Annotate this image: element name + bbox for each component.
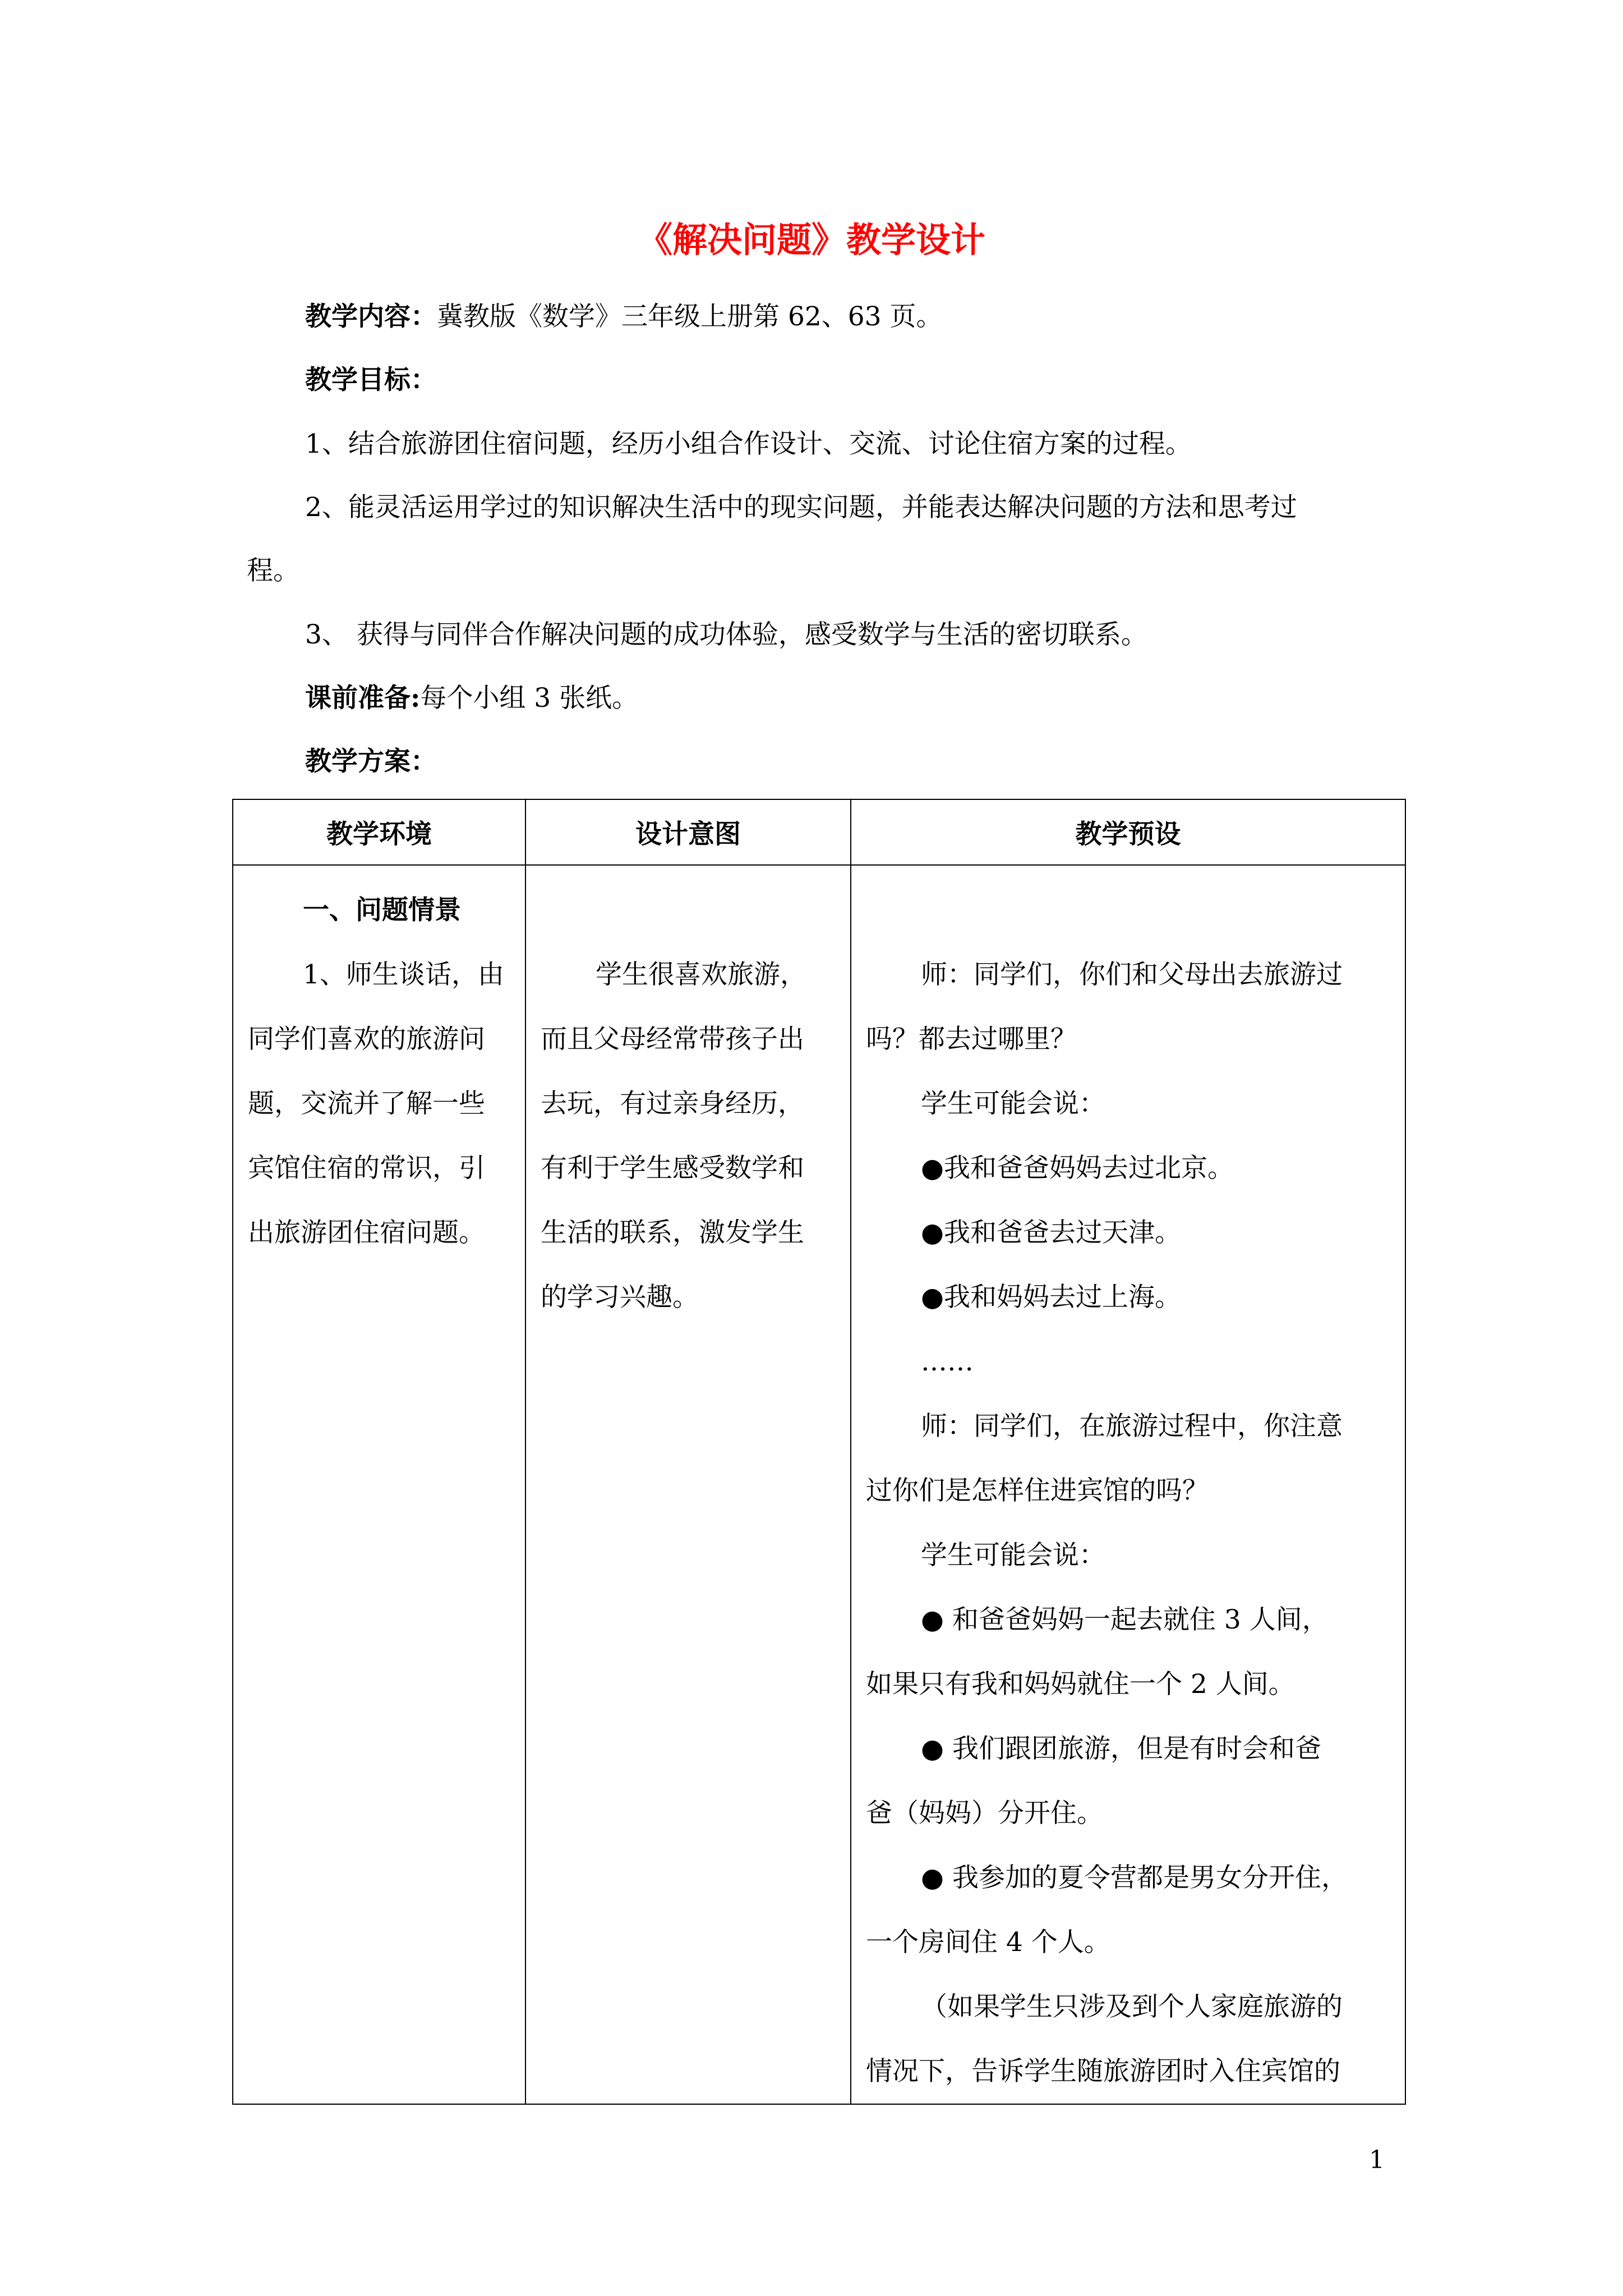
goal-item: 1、结合旅游团住宿问题，经历小组合作设计、交流、讨论住宿方案的过程。 [305,429,1192,459]
cell-line: 吗？都去过哪里？ [866,1024,1077,1055]
cell-line: 题，交流并了解一些 [248,1088,485,1119]
table-header-row [233,799,1405,865]
class-preparation-value: 每个小组 3 张纸。 [420,683,639,714]
cell-line: ●我和爸爸去过天津。 [921,1217,1182,1248]
cell-line: ● 我们跟团旅游，但是有时会和爸 [921,1733,1321,1764]
class-preparation-label: 课前准备: [305,683,421,714]
class-preparation [305,682,638,715]
header-teaching-presets: 教学预设 [851,799,1405,865]
cell-line: 师：同学们，在旅游过程中，你注意 [921,1411,1343,1442]
cell-line: 去玩，有过亲身经历， [541,1088,804,1119]
cell-line: 1、师生谈话，由 [303,959,504,990]
header-design-intent: 设计意图 [525,799,851,865]
page-number: 1 [1369,2146,1385,2174]
table-row [233,865,1405,2104]
cell-line: 情况下，告诉学生随旅游团时入住宾馆的 [866,2056,1340,2087]
teaching-content [305,300,943,334]
cell-line: （如果学生只涉及到个人家庭旅游的 [921,1991,1343,2022]
cell-line: 出旅游团住宿问题。 [248,1217,485,1248]
goal-item: 程。 [247,555,299,586]
teaching-content-value: 冀教版《数学》三年级上册第 62、63 页。 [437,301,943,332]
cell-line: 一个房间住 4 个人。 [866,1927,1110,1958]
design-intent-cell [525,865,851,2104]
cell-line: …… [921,1346,974,1377]
cell-line: 学生可能会说： [921,1088,1105,1119]
cell-line: 爸（妈妈）分开住。 [866,1798,1103,1829]
cell-line: ●我和妈妈去过上海。 [921,1282,1182,1313]
teaching-presets-cell [851,865,1405,2104]
teaching-plan-label: 教学方案： [305,746,437,777]
cell-spacer [541,878,836,942]
cell-line: 师：同学们，你们和父母出去旅游过 [921,959,1343,990]
cell-line: ● 我参加的夏令营都是男女分开住， [921,1862,1348,1893]
cell-line: 生活的联系，激发学生 [541,1217,804,1248]
cell-line: 有利于学生感受数学和 [541,1153,804,1184]
cell-line: 学生很喜欢旅游， [596,959,806,990]
cell-spacer [866,878,1390,942]
goal-item: 3、 获得与同伴合作解决问题的成功体验，感受数学与生活的密切联系。 [305,619,1147,650]
teaching-plan-table [232,799,1406,2105]
cell-line: 过你们是怎样住进宾馆的吗？ [866,1475,1209,1506]
cell-line: ● 和爸爸妈妈一起去就住 3 人间， [921,1604,1329,1635]
goal-item: 2、能灵活运用学过的知识解决生活中的现实问题，并能表达解决问题的方法和思考过 [305,492,1297,523]
cell-line: ●我和爸爸妈妈去过北京。 [921,1153,1234,1184]
cell-line: 的学习兴趣。 [541,1282,699,1313]
document-title: 《解决问题》教学设计 [637,219,985,260]
teaching-environment-cell [233,865,525,2104]
cell-line: 学生可能会说： [921,1540,1105,1571]
teaching-content-label: 教学内容： [305,301,437,332]
header-teaching-environment: 教学环境 [233,799,525,865]
cell-line: 而且父母经常带孩子出 [541,1024,804,1055]
cell-line: 同学们喜欢的旅游问 [248,1024,485,1055]
teaching-goals-label: 教学目标： [305,365,437,395]
cell-line: 宾馆住宿的常识，引 [248,1153,485,1184]
section-heading: 一、问题情景 [303,895,461,926]
cell-line: 如果只有我和妈妈就住一个 2 人间。 [866,1669,1295,1700]
